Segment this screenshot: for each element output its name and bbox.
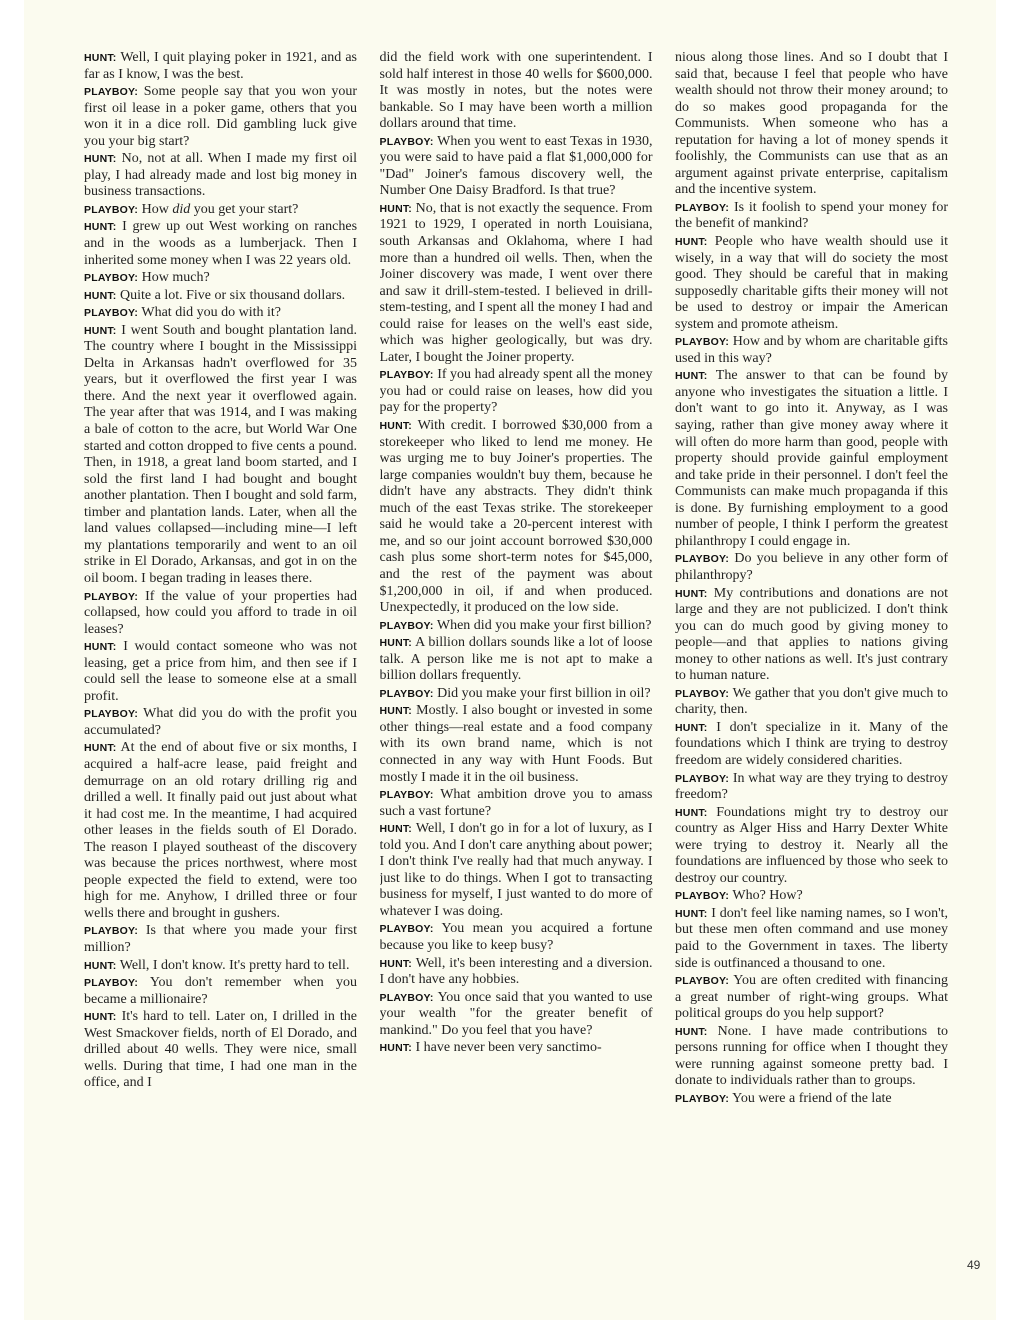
paragraph-text: If the value of your properties had collapsed, how could you afford to trade in oil leases? <box>84 588 357 637</box>
paragraph-text: I don't feel like naming names, so I won't, but these men often command and use money paid to the Government in taxes. The liberty side is outfinanced a thousand to one. <box>675 905 948 971</box>
interview-paragraph <box>84 923 357 956</box>
paragraph-text: I have never been very sanctimo- <box>415 1040 602 1056</box>
paragraph-text: Some people say that you won your first oil lease in a poker game, others that you won it in a dice roll. Did gambling luck give you your big start? <box>84 84 357 149</box>
speaker-label: HUNT: <box>379 420 412 433</box>
paragraph-text: Well, it's been interesting and a diversion. I don't have any hobbies. <box>379 955 653 988</box>
paragraph-text: None. I have made contributions to persons running for office when I thought they were running against someone pretty bad. I donate to individuals rather than to groups. <box>675 1023 948 1089</box>
paragraph-text: I grew up out West working on ranches and in the woods as a lumberjack. Then I inherited some money when I was 22 years old. <box>84 219 357 268</box>
paragraph-text: You were a friend of the late <box>732 1090 892 1106</box>
speaker-label: PLAYBOY: <box>379 619 434 632</box>
speaker-label: HUNT: <box>84 153 117 166</box>
speaker-label: PLAYBOY: <box>675 772 730 785</box>
speaker-label: HUNT: <box>84 641 117 654</box>
interview-columns <box>84 50 948 1290</box>
paragraph-text: Well, I don't know. It's pretty hard to tell. <box>119 957 350 973</box>
interview-paragraph <box>675 1091 948 1108</box>
interview-paragraph <box>380 686 653 703</box>
interview-paragraph <box>380 418 653 617</box>
interview-paragraph <box>675 234 948 333</box>
paragraph-text: Foundations might try to destroy our country as Alger Hiss and Harry Dexter White were trying to destroy it. Nearly all the foundations are influenced by those who seek to destroy our country. <box>675 804 948 886</box>
interview-paragraph <box>675 200 948 233</box>
paragraph-text: My contributions and donations are not large and they are not publicized. I don't think you can do much good by giving money to people—and that applies to nations giving money to other nations as well. It's just contrary to human nature. <box>675 585 948 684</box>
paragraph-text: What did you do with the profit you accumulated? <box>84 706 357 738</box>
magazine-page <box>24 0 996 1320</box>
paragraph-text: No, not at all. When I made my first oil play, I had already made and lost big money in business transactions. <box>84 151 357 200</box>
speaker-label: PLAYBOY: <box>84 708 139 721</box>
speaker-label: HUNT: <box>675 587 708 600</box>
paragraph-text: When you went to east Texas in 1930, you were said to have paid a flat $1,000,000 for "Dad" Joiner's famous discovery well, the Number One Daisy Bradford. Is that true? <box>379 133 653 199</box>
interview-paragraph <box>380 50 653 133</box>
interview-paragraph <box>84 323 357 588</box>
speaker-label: HUNT: <box>84 289 117 302</box>
interview-paragraph <box>84 305 357 322</box>
interview-paragraph <box>380 635 653 685</box>
speaker-label: PLAYBOY: <box>675 553 730 566</box>
speaker-label: PLAYBOY: <box>84 590 139 603</box>
interview-paragraph <box>675 771 948 804</box>
paragraph-text: Who? How? <box>732 888 803 904</box>
speaker-label: HUNT: <box>675 806 708 819</box>
interview-paragraph <box>380 703 653 786</box>
speaker-label: HUNT: <box>675 1025 708 1038</box>
paragraph-text: How and by whom are charitable gifts used in this way? <box>675 334 948 366</box>
paragraph-text: With credit. I borrowed $30,000 from a storekeeper who liked to lend me money. He was urging me to buy Joiner's properties. The large companies wouldn't buy them, because he didn't have any abstracts. They didn't think much of the east Texas strike. The storekeeper said he would take a 20-percent interest with me, and so our joint account borrowed $30,000 cash plus some short-term notes for $45,000, and the rest of the payment was about $1,200,000 in oil, if and when produced. Unexpectedly, it produced on the low side. <box>379 418 653 616</box>
paragraph-text: In what way are they trying to destroy freedom? <box>675 770 948 803</box>
paragraph-text: No, that is not exactly the sequence. From 1921 to 1929, I operated in north Louisiana, south Arkansas and Oklahoma, where I had more than a hundred oil wells. Then, when the Joiner discovery was made, I went over there and saw it drill-stem-tested. I believed in drill-stem-testing, and I spent all the money I had and could raise for leases on the well's east side, which was higher geologically, but was dry. Later, I bought the Joiner property. <box>379 200 653 365</box>
speaker-label: HUNT: <box>675 721 708 734</box>
text-column-3 <box>675 50 948 1290</box>
speaker-label: PLAYBOY: <box>379 789 434 802</box>
speaker-label: HUNT: <box>84 324 117 337</box>
interview-paragraph <box>380 787 653 820</box>
interview-paragraph <box>380 821 653 920</box>
speaker-label: PLAYBOY: <box>675 1092 730 1105</box>
interview-paragraph <box>84 202 357 219</box>
interview-paragraph <box>84 288 357 305</box>
interview-paragraph <box>675 50 948 199</box>
interview-paragraph <box>84 639 357 705</box>
speaker-label: HUNT: <box>379 957 412 970</box>
interview-paragraph <box>675 888 948 905</box>
speaker-label: PLAYBOY: <box>84 307 139 320</box>
interview-paragraph <box>84 740 357 922</box>
interview-paragraph <box>84 706 357 739</box>
interview-paragraph <box>380 990 653 1040</box>
paragraph-text: You don't remember when you became a millionaire? <box>84 975 357 1007</box>
interview-paragraph <box>675 334 948 367</box>
emphasis-text: did <box>172 201 191 217</box>
speaker-label: PLAYBOY: <box>379 687 434 700</box>
paragraph-text: We gather that you don't give much to charity, then. <box>675 685 948 718</box>
speaker-label: PLAYBOY: <box>84 977 139 990</box>
interview-paragraph <box>84 219 357 269</box>
paragraph-text: What did you do with it? <box>141 305 281 321</box>
paragraph-text: Quite a lot. Five or six thousand dollars. <box>120 287 346 303</box>
interview-paragraph <box>84 50 357 83</box>
paragraph-text: When did you make your first billion? <box>436 617 652 633</box>
paragraph-text: I went South and bought plantation land. The country where I bought in the Mississippi Delta in Arkansas hadn't overflowed for 35 years, but it overflowed the first year I was there. And the next year it overflowed again. The year after that was 1914, and I was making a bale of cotton to the acre, but World War One started and cotton dropped to five cents a pound. Then, in 1918, a great land boom started, and I sold the first land I had bought and bought another plantation. Then I bought and sold farm, timber and plantation lands. Later, when all the land values collapsed—including mine—I left my plantations temporarily and went to an oil strike in El Dorado, Arkansas, and got in on the oil boom. I began trading in leases there. <box>84 322 357 586</box>
paragraph-text: Did you make your first billion in oil? <box>437 685 651 701</box>
speaker-label: HUNT: <box>84 742 117 755</box>
interview-paragraph <box>675 805 948 888</box>
speaker-label: HUNT: <box>379 705 412 718</box>
text-column-1 <box>84 50 357 1290</box>
paragraph-text: A billion dollars sounds like a lot of loose talk. A person like me is not apt to make a billion dollars frequently. <box>379 635 653 684</box>
interview-paragraph <box>380 201 653 366</box>
speaker-label: HUNT: <box>379 202 412 215</box>
interview-paragraph <box>84 958 357 975</box>
interview-paragraph <box>380 618 653 635</box>
speaker-label: HUNT: <box>84 959 117 972</box>
interview-paragraph <box>380 956 653 989</box>
speaker-label: PLAYBOY: <box>675 201 730 214</box>
paragraph-text: Is it foolish to spend your money for the benefit of mankind? <box>675 199 948 232</box>
paragraph-text: Well, I quit playing poker in 1921, and as far as I know, I was the best. <box>84 50 357 82</box>
speaker-label: HUNT: <box>84 52 117 64</box>
paragraph-text: I don't specialize in it. Many of the foundations which I think are trying to destroy freedom are widely considered charities. <box>675 719 948 768</box>
speaker-label: PLAYBOY: <box>84 203 139 216</box>
paragraph-text: Is that where you made your first million? <box>84 923 357 955</box>
interview-paragraph <box>84 589 357 639</box>
paragraph-text: You are often credited with financing a great number of right-wing groups. What political groups do you help support? <box>675 973 948 1022</box>
paragraph-text: People who have wealth should use it wisely, in a way that will do society the most good. They should be careful that in making supposedly charitable gifts their money will not be used to destroy or impair the American system and promote atheism. <box>675 234 948 332</box>
interview-paragraph <box>675 906 948 972</box>
speaker-label: HUNT: <box>379 1042 412 1055</box>
speaker-label: PLAYBOY: <box>379 991 434 1004</box>
paragraph-text: How much? <box>141 270 210 286</box>
interview-paragraph <box>675 686 948 719</box>
speaker-label: PLAYBOY: <box>675 687 730 700</box>
interview-paragraph <box>675 586 948 685</box>
paragraph-text: I would contact someone who was not leasing, get a price from him, and then see if I could sell the lease to someone else at a small profit. <box>84 639 357 704</box>
interview-paragraph <box>380 367 653 417</box>
speaker-label: HUNT: <box>675 907 708 920</box>
paragraph-text: At the end of about five or six months, I acquired a half-acre lease, paid freight and demurrage on an old rotary drilling rig and drilled a well. It finally paid out just about what it had cost me. In the meantime, I had acquired other leases in the fields south of El Dorado. The reason I played southeast of the discovery was because the prices northwest, where most people expected the field to extend, were too high for me. Anyhow, I drilled three or four wells there and brought in gushers. <box>84 740 357 921</box>
text-column-2 <box>380 50 653 1290</box>
interview-paragraph <box>380 134 653 200</box>
interview-paragraph <box>84 270 357 287</box>
interview-paragraph <box>675 973 948 1023</box>
interview-paragraph <box>675 368 948 550</box>
speaker-label: PLAYBOY: <box>675 336 730 349</box>
interview-paragraph <box>675 551 948 584</box>
interview-paragraph <box>84 975 357 1008</box>
paragraph-text: you get your start? <box>190 201 299 217</box>
speaker-label: PLAYBOY: <box>379 923 434 936</box>
speaker-label: PLAYBOY: <box>84 272 139 285</box>
paragraph-text: nious along those lines. And so I doubt that I said that, because I feel that people who have wealth should not throw their money around; to do so makes good propaganda for the Communists. When someone who has a reputation for having a lot of money spends it foolishly, the Communists can use that as an argument against private enterprise, capitalism and the incentive system. <box>675 50 948 198</box>
paragraph-text: If you had already spent all the money you had or could raise on leases, how did you pay for the property? <box>379 367 653 416</box>
paragraph-text: It's hard to tell. Later on, I drilled in the West Smackover fields, north of El Dorado, and drilled about 40 wells. They were nice, small wells. During that time, I had one man in the office, and I <box>84 1009 357 1091</box>
paragraph-text: You once said that you wanted to use your wealth "for the greater benefit of mankind." Do you feel that you have? <box>379 989 653 1038</box>
interview-paragraph <box>380 921 653 954</box>
interview-paragraph <box>84 151 357 201</box>
speaker-label: PLAYBOY: <box>675 890 730 903</box>
interview-paragraph <box>675 720 948 770</box>
paragraph-text: Well, I don't go in for a lot of luxury, as I told you. And I don't care anything about power; I don't think I've really had that much anyway. I just like to do things. When I got to transacting business for myself, I just wanted to do more of whatever I was doing. <box>379 821 653 919</box>
speaker-label: HUNT: <box>379 823 412 836</box>
paragraph-text: The answer to that can be found by anyone who investigates the situation a little. I don't want to go into it. Anyway, as I was saying, rather than give money away where it will often do more harm than good, people with property should provide gainful employment and take pride in their personnel. I don't feel the Communists can make much propaganda if this is done. By furnishing employment to a good number of people, I think I perform the greatest philanthropy I could engage in. <box>675 368 948 549</box>
speaker-label: PLAYBOY: <box>675 975 730 988</box>
speaker-label: HUNT: <box>675 370 708 383</box>
speaker-label: HUNT: <box>84 221 117 234</box>
speaker-label: HUNT: <box>379 637 412 650</box>
paragraph-text: You mean you acquired a fortune because you like to keep busy? <box>379 921 653 953</box>
speaker-label: PLAYBOY: <box>84 925 139 938</box>
speaker-label: PLAYBOY: <box>84 86 139 99</box>
paragraph-text: Mostly. I also bought or invested in some other things—real estate and a food company with its own brand name, which is not connected in any way with Hunt Foods. But mostly I made it in the oil business. <box>379 703 653 785</box>
interview-paragraph <box>84 84 357 150</box>
interview-paragraph <box>84 1009 357 1092</box>
paragraph-text: did the field work with one superintendent. I sold half interest in those 40 wells for $600,000. It was mostly in notes, but the notes were bankable. So I may have been worth a million dollars around that time. <box>379 50 653 132</box>
speaker-label: PLAYBOY: <box>379 135 434 148</box>
speaker-label: PLAYBOY: <box>379 369 434 382</box>
paragraph-text: How <box>141 201 173 217</box>
paragraph-text: What ambition drove you to amass such a vast fortune? <box>379 787 653 819</box>
interview-paragraph <box>675 1024 948 1090</box>
speaker-label: HUNT: <box>675 236 708 249</box>
page-number: 49 <box>967 1258 981 1272</box>
speaker-label: HUNT: <box>84 1011 117 1024</box>
interview-paragraph <box>380 1040 653 1057</box>
paragraph-text: Do you believe in any other form of philanthropy? <box>675 551 948 583</box>
